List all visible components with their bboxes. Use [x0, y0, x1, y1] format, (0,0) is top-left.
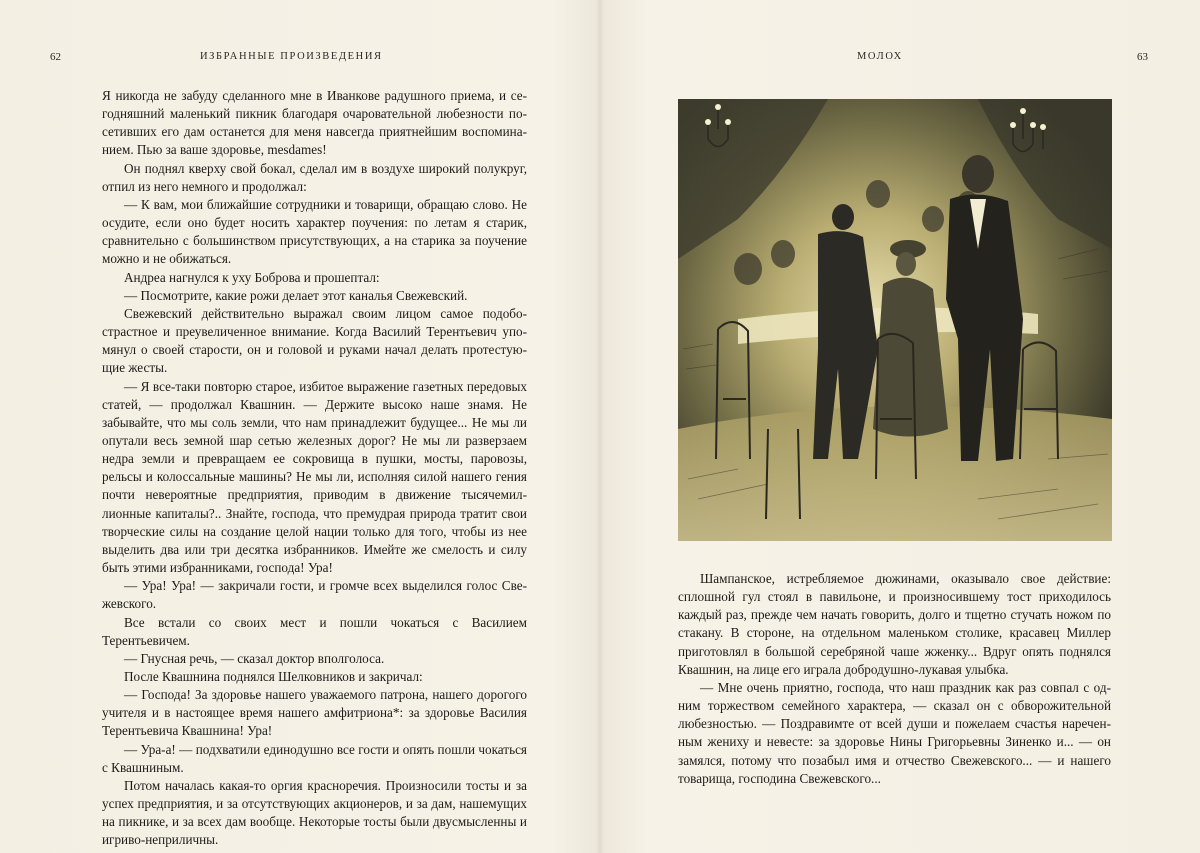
paragraph: Он поднял кверху свой бокал, сделал им в воздухе широкий полукруг, отпил из него немного и продолжал:: [102, 160, 527, 194]
paragraph: — Ура-а! — подхватили единодушно все гости и опять пошли чокаться с Квашниным.: [102, 741, 527, 775]
banquet-illustration-drawing: [678, 99, 1112, 541]
paragraph: Потом началась какая-то оргия красноречия. Произносили тосты и за успех предприятия, и за отсутствующих акционеров, и за дам, нашемущих на пикнике, и за всех дам вообще. Некоторые тосты были двусмысленны и игриво-неприличны.: [102, 777, 527, 848]
left-page-number: 62: [50, 51, 61, 63]
paragraph: — Гнусная речь, — сказал доктор вполголоса.: [124, 650, 385, 666]
right-running-head: МОЛОХ: [857, 51, 903, 62]
paragraph: Шампанское, истребляемое дюжинами, оказывало свое действие: сплошной гул стоял в павильоне, и произносившему тост приходилось каждый раз, прежде чем начать говорить, долго и тщетно стучать ножом по стакану. В стороне, на отдельном маленьком столике, красавец Миллер приготовлял в большой серебряной чаше жженку... Вдруг опять поднялся Квашнин, на лице его играла добродушно-лукавая улыбка.: [678, 571, 1111, 677]
paragraph: — Господа! За здоровье нашего уважаемого патрона, нашего дорогого учителя и в настоящее время нашего амфитриона*: за здоровье Василия Терентьевича Квашнина! Ура!: [102, 687, 527, 739]
left-page-text: [102, 87, 527, 850]
paragraph: — Я все-таки повторю старое, избитое выражение газетных передовых статей, — продолжал Квашнин. — Держите высоко наше знамя. Не забывайте, что мы соль земли, что нам принадлежит будущее... Не мы ли опутали весь земной шар сетью железных дорог? Не мы ли разверзаем недра земли и превращаем ее сокровища в пушки, мосты, паровозы, рельсы и колоссальные машины? Не мы ли, исполняя силой нашего гения почти невероятные предприятия, приводим в движение тысячемиллионные капиталы?.. Знайте, господа, что премудрая природа тратит свои творческие силы на создание целой нации только для того, чтобы из нее выделить два или три десятка избранников. Имейте же смелость и силу быть этими избранниками, господа! Ура!: [102, 378, 527, 576]
paragraph: Андреа нагнулся к уху Боброва и прошептал:: [124, 269, 380, 285]
paragraph: После Квашнина поднялся Шелковников и закричал:: [124, 669, 423, 684]
left-running-head: ИЗБРАННЫЕ ПРОИЗВЕДЕНИЯ: [200, 51, 383, 62]
paragraph: — Посмотрите, какие рожи делает этот каналья Свежевский.: [124, 287, 468, 303]
right-page-number: 63: [1137, 51, 1148, 63]
right-page-text: [678, 570, 1111, 788]
paragraph: Все встали со своих мест и пошли чокаться с Василием Терентьевичем.: [102, 614, 527, 648]
paragraph: — Мне очень приятно, господа, что наш праздник как раз совпал с одним торжеством семейного характера, — сказал он с обворожительной любезностью. — Поздравимте от всей души и пожелаем счастья нареченным жениху и невесте: за здоровье Нины Григорьевны Зиненко и... — он замялся, потому что позабыл имя и отчество Свежевского... — и нашего товарища, господина Свежевского...: [678, 679, 1111, 786]
right-page: [600, 0, 1200, 853]
paragraph: — К вам, мои ближайшие сотрудники и товарищи, обращаю слово. Не осудите, если оно будет носить характер поучения: по летам я старик, сравнительно с большинством присутствующих, а на старика за поучение можно и не обижаться.: [102, 196, 527, 267]
paragraph: — Ура! Ура! — закричали гости, и громче всех выделился голос Свежевского.: [102, 578, 527, 612]
banquet-illustration: [678, 99, 1112, 541]
paragraph: Свежевский действительно выражал своим лицом самое подобострастное и преувеличенное внимание. Когда Василий Терентьевич упомянул о своей старости, он и головой и руками начал делать протестующие жесты.: [102, 305, 527, 376]
paragraph: Я никогда не забуду сделанного мне в Иванкове радушного приема, и сегодняшний маленький пикник благодаря очаровательной любезности посетивших его дам останется для меня навсегда приятнейшим воспоминанием. Пью за ваше здоровье, mesdames!: [102, 88, 527, 158]
